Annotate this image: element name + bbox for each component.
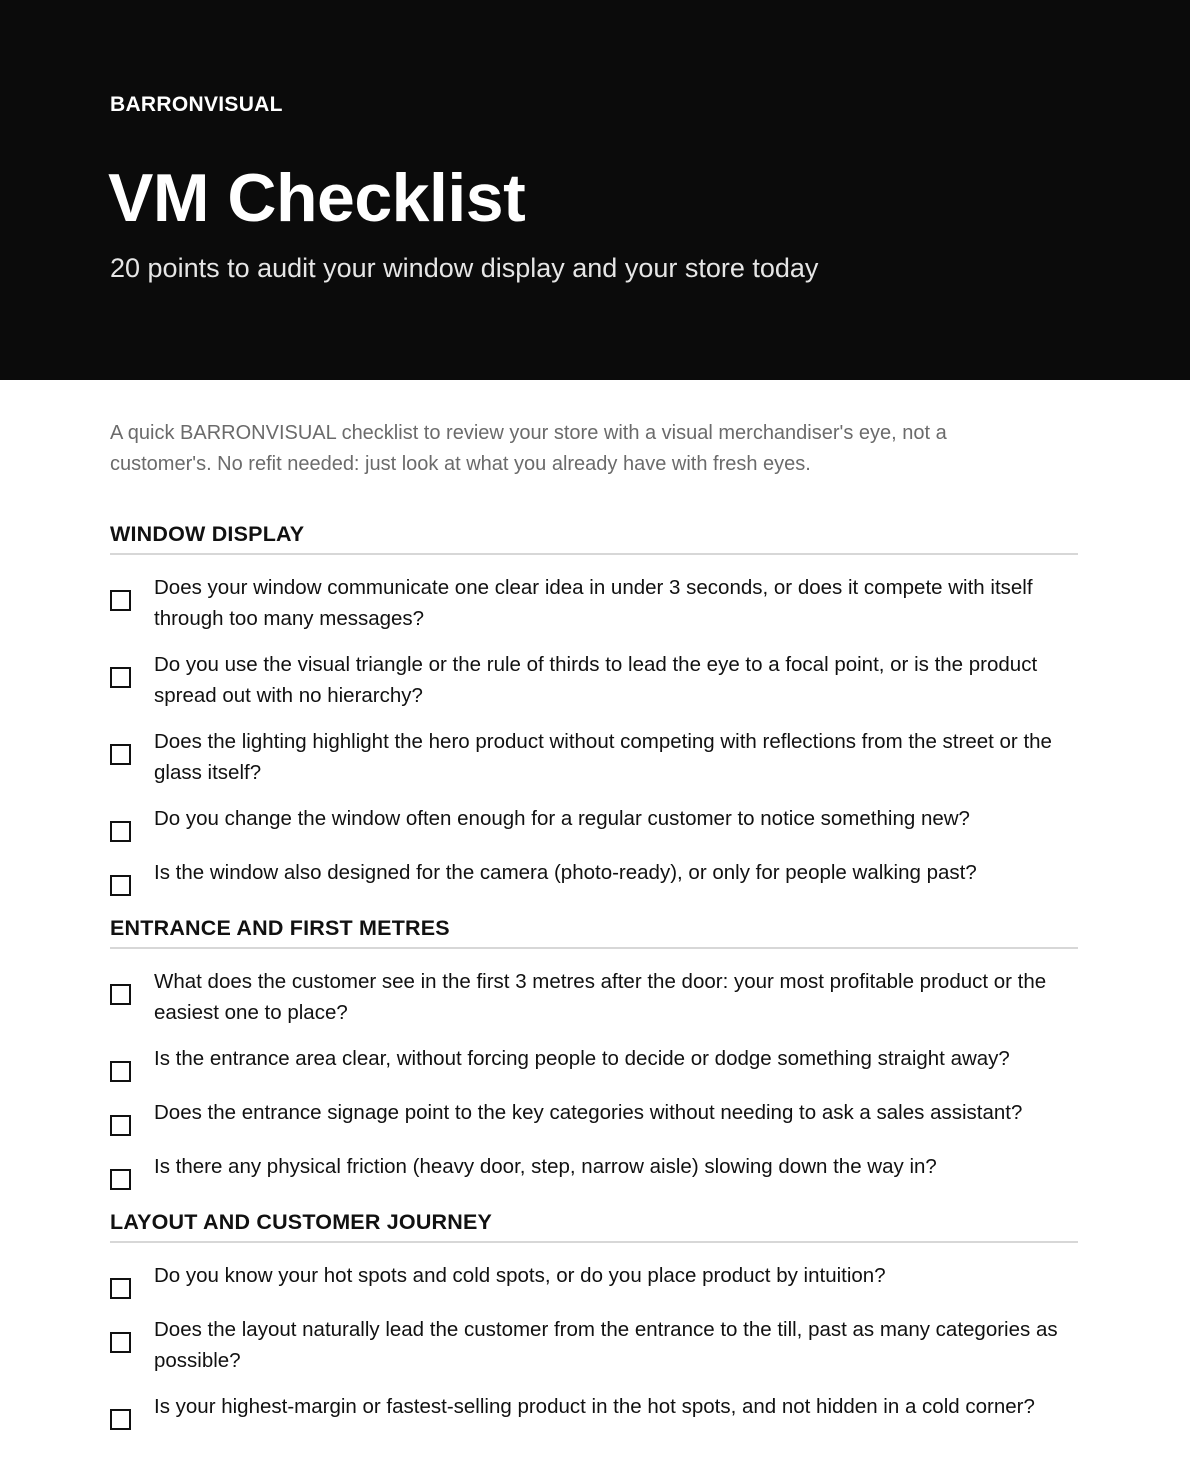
checklist-item <box>110 1043 1078 1082</box>
checklist-item <box>110 966 1078 1028</box>
checklist-item-text: Is there any physical friction (heavy door, step, narrow aisle) slowing down the way in? <box>154 1155 937 1178</box>
checklist-item <box>110 857 1078 896</box>
checklist-item-text: Is your highest-margin or fastest-selling product in the hot spots, and not hidden in a cold corner? <box>154 1395 1035 1418</box>
checklist-item-text: Does the lighting highlight the hero product without competing with reflections from the street or the glass itself? <box>154 730 1052 784</box>
checklist-item <box>110 726 1078 788</box>
checkbox[interactable] <box>110 1409 131 1430</box>
checklist-item-text: Is the window also designed for the camera (photo-ready), or only for people walking past? <box>154 861 977 884</box>
section-window-display <box>110 522 1078 896</box>
checklist-item-text: Does your window communicate one clear idea in under 3 seconds, or does it compete with itself through too many messages? <box>154 576 1033 630</box>
checklist-item <box>110 1260 1078 1299</box>
checkbox[interactable] <box>110 1332 131 1353</box>
checklist-item-text: What does the customer see in the first 3 metres after the door: your most profitable product or the easiest one to place? <box>154 970 1047 1024</box>
checkbox[interactable] <box>110 1061 131 1082</box>
brand-name: BARRONVISUAL <box>110 93 283 116</box>
checklist-item-text: Does the layout naturally lead the customer from the entrance to the till, past as many categories as possible? <box>154 1318 1058 1372</box>
checkbox[interactable] <box>110 821 131 842</box>
section-title: ENTRANCE AND FIRST METRES <box>110 916 1078 949</box>
checklist-item-text: Is the entrance area clear, without forcing people to decide or dodge something straight away? <box>154 1047 1010 1070</box>
section-title: LAYOUT AND CUSTOMER JOURNEY <box>110 1210 1078 1243</box>
checklist-item <box>110 572 1078 634</box>
checkbox[interactable] <box>110 744 131 765</box>
checklist-item-text: Do you change the window often enough for a regular customer to notice something new? <box>154 807 970 830</box>
checklist-item <box>110 1391 1078 1430</box>
checkbox[interactable] <box>110 667 131 688</box>
page-title: VM Checklist <box>108 160 526 236</box>
checklist-item <box>110 1314 1078 1376</box>
section-layout <box>110 1210 1078 1430</box>
section-title: WINDOW DISPLAY <box>110 522 1078 555</box>
checkbox[interactable] <box>110 1169 131 1190</box>
checklist-item-text: Do you use the visual triangle or the rule of thirds to lead the eye to a focal point, or is the product spread out with no hierarchy? <box>154 653 1038 707</box>
page-subtitle: 20 points to audit your window display and your store today <box>110 253 819 283</box>
checkbox[interactable] <box>110 590 131 611</box>
checklist-content <box>110 418 1078 1450</box>
checkbox[interactable] <box>110 1115 131 1136</box>
checklist-item <box>110 649 1078 711</box>
checkbox[interactable] <box>110 984 131 1005</box>
checkbox[interactable] <box>110 875 131 896</box>
checklist-item <box>110 803 1078 842</box>
checklist-item-text: Do you know your hot spots and cold spots, or do you place product by intuition? <box>154 1264 886 1287</box>
checklist-item <box>110 1097 1078 1136</box>
checklist-item-text: Does the entrance signage point to the key categories without needing to ask a sales assistant? <box>154 1101 1023 1124</box>
section-entrance <box>110 916 1078 1190</box>
checkbox[interactable] <box>110 1278 131 1299</box>
checklist-item <box>110 1151 1078 1190</box>
intro-paragraph: A quick BARRONVISUAL checklist to review your store with a visual merchandiser's eye, not a customer's. No refit needed: just look at what you already have with fresh eyes. <box>110 422 947 475</box>
header-banner <box>0 0 1190 380</box>
